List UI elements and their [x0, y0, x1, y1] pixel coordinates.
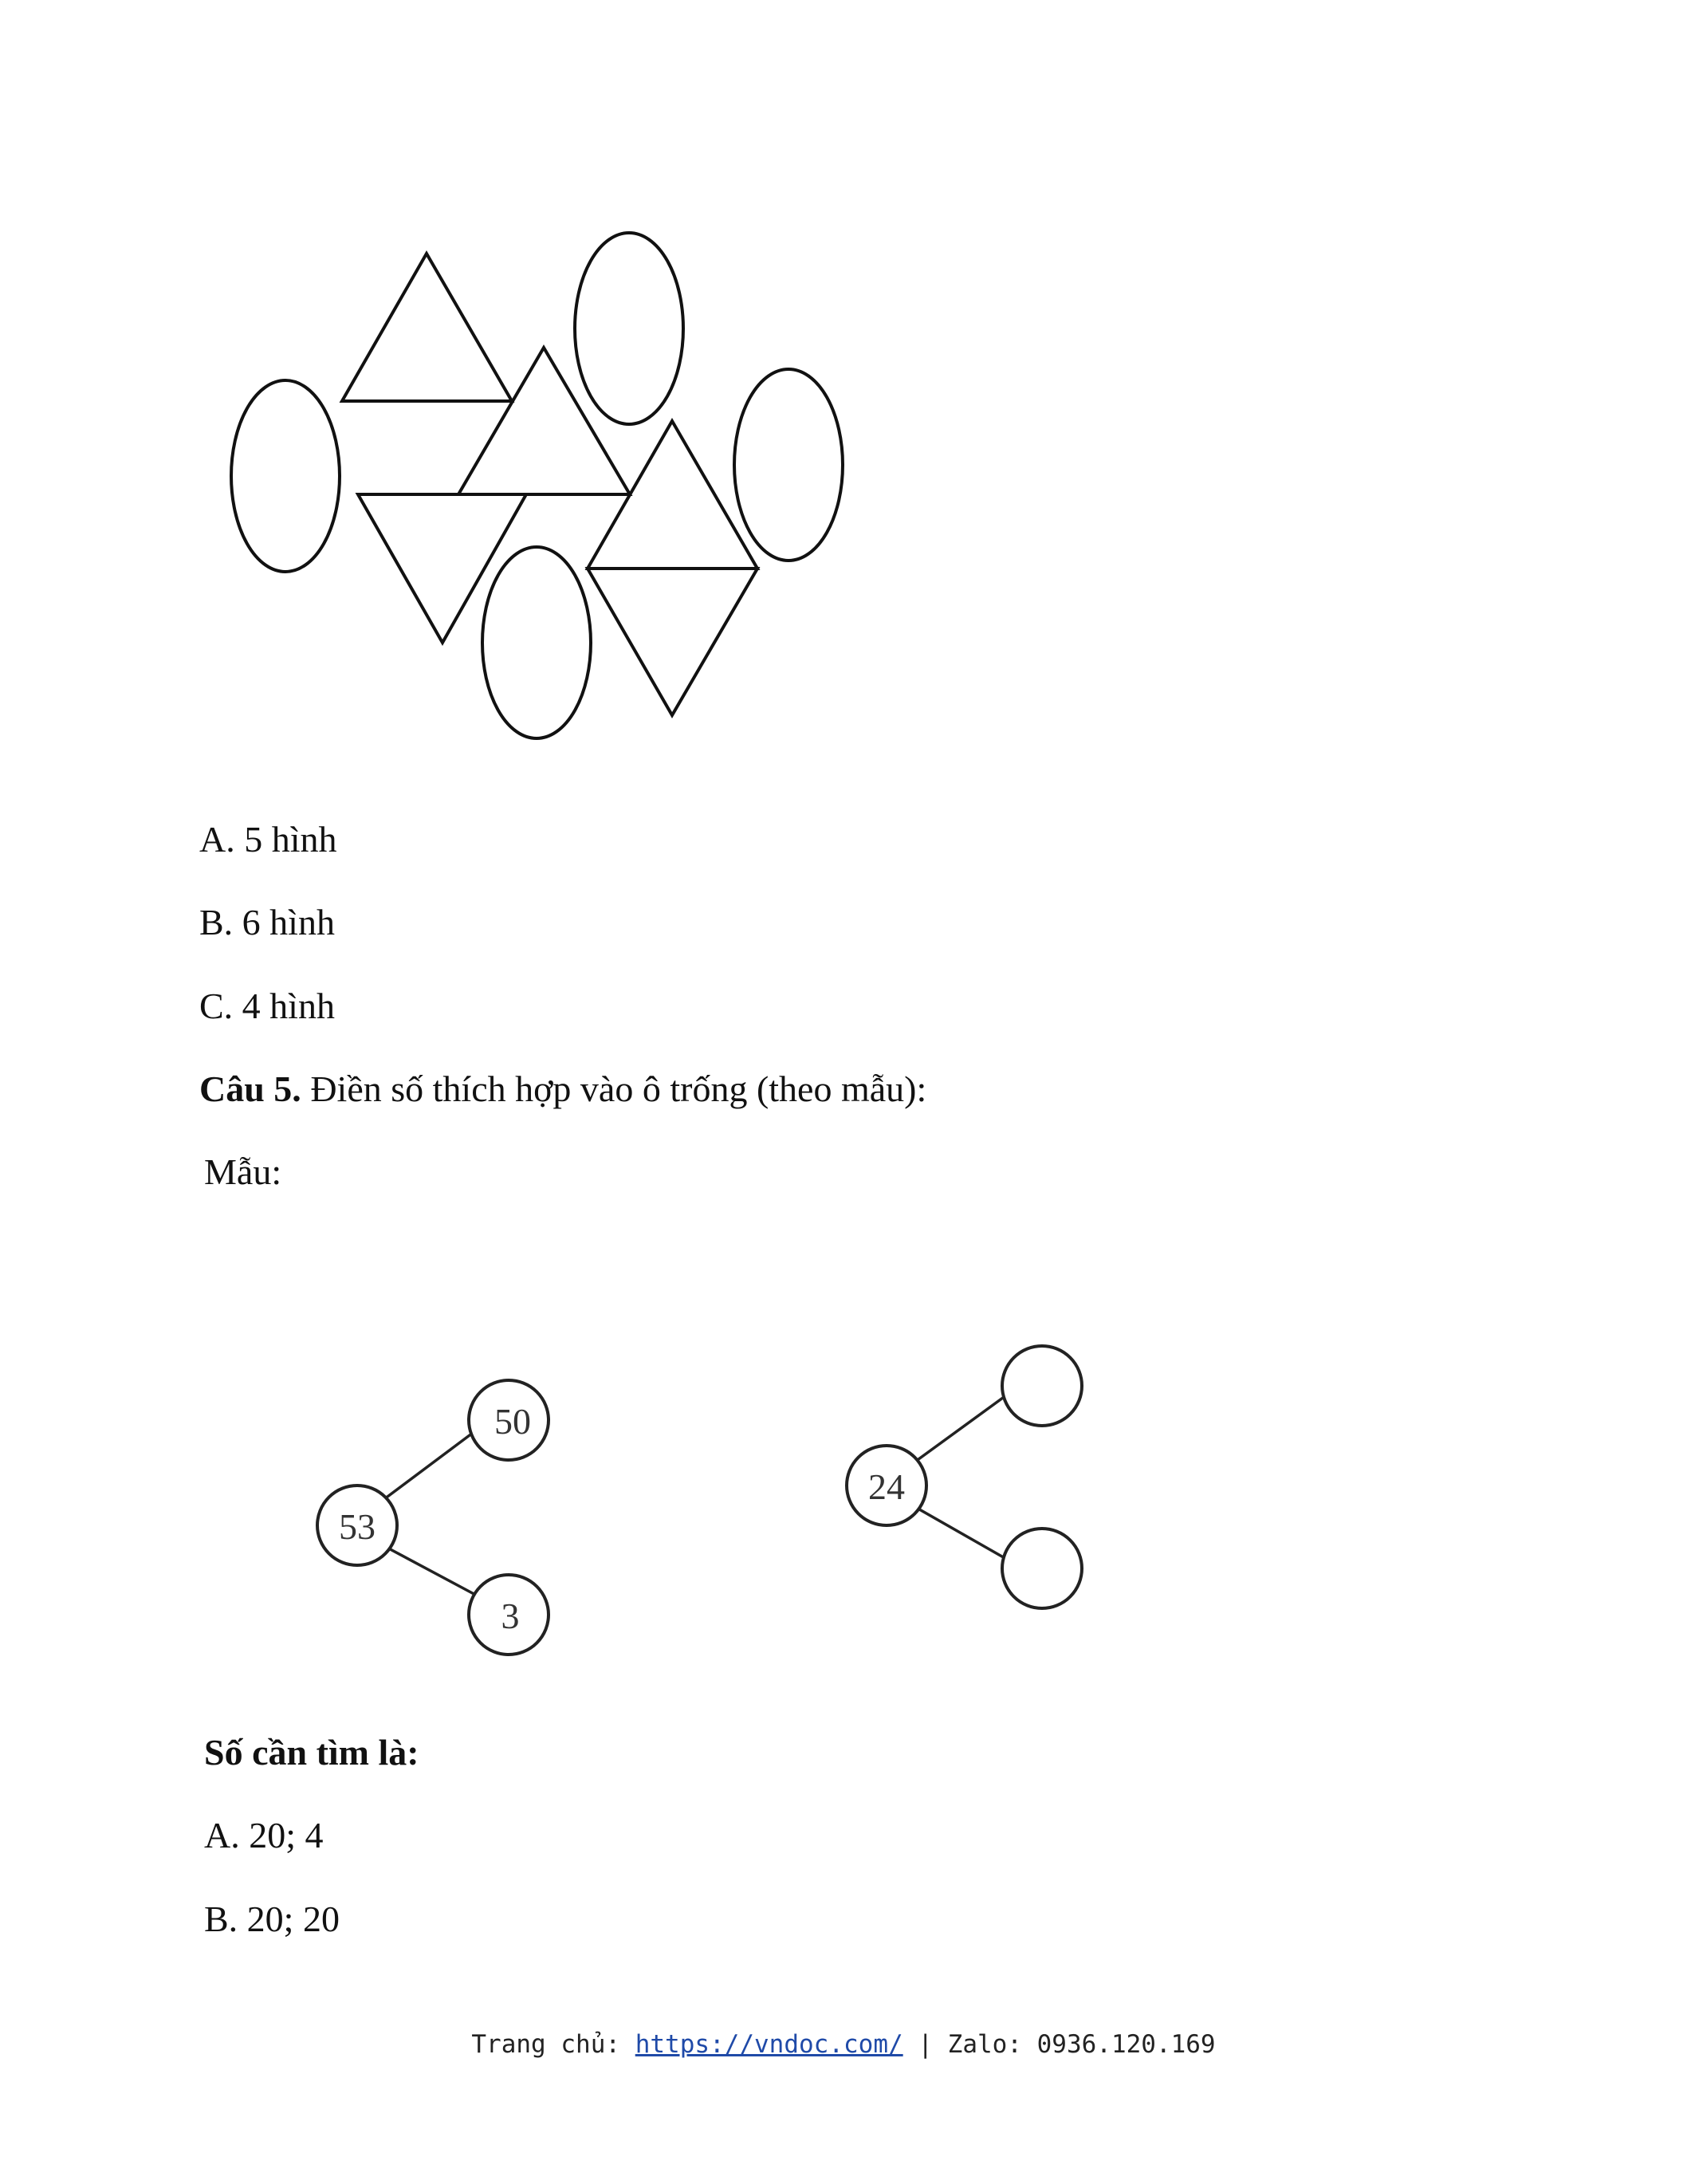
- footer-zalo: Zalo: 0936.120.169: [947, 2030, 1216, 2059]
- sample-label: Mẫu:: [204, 1151, 282, 1192]
- exercise-bottom-blank[interactable]: [1002, 1529, 1082, 1608]
- footer-prefix: Trang chủ:: [471, 2030, 635, 2059]
- page-footer: [0, 2025, 1687, 2064]
- q5-heading: [199, 1065, 926, 1113]
- exercise-top-blank[interactable]: [1002, 1346, 1082, 1426]
- q4-option-a[interactable]: A. 5 hình: [199, 819, 337, 860]
- q5-prompt: Điền số thích hợp vào ô trống (theo mẫu):: [310, 1068, 927, 1109]
- q4-option-c[interactable]: C. 4 hình: [199, 986, 335, 1026]
- q4-option-b[interactable]: B. 6 hình: [199, 902, 335, 942]
- q5-option-b[interactable]: B. 20; 20: [204, 1899, 340, 1939]
- q5-option-a[interactable]: A. 20; 4: [204, 1815, 324, 1855]
- footer-homepage-link[interactable]: https://vndoc.com/: [635, 2030, 903, 2059]
- sample-bottom-value: 3: [501, 1596, 520, 1636]
- q5-label: Câu 5.: [199, 1068, 301, 1109]
- exercise-tree: [847, 1346, 1082, 1608]
- sample-root-value: 53: [339, 1506, 376, 1547]
- footer-separator: |: [902, 2030, 948, 2059]
- exercise-root-value: 24: [868, 1466, 905, 1507]
- answer-heading: Số cần tìm là:: [204, 1732, 419, 1773]
- sample-tree: [317, 1380, 549, 1655]
- sample-top-value: 50: [494, 1401, 531, 1442]
